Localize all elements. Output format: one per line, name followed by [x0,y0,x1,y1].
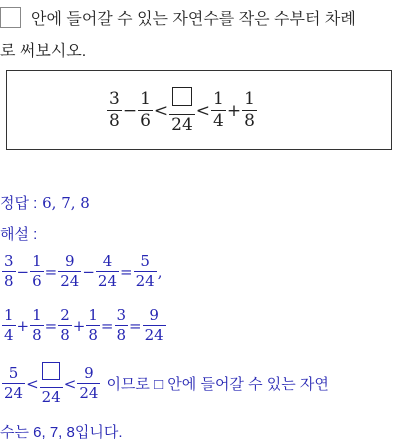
solution-label: 해설 : [0,226,38,243]
blank-fraction: 24 [40,362,63,405]
fraction: $\frac{1}{8}$ [244,89,255,131]
blank-square-icon [172,87,192,106]
fraction: $\frac{5}{24}$ [4,364,24,402]
fraction: $\frac{1}{4}$ [4,306,14,344]
solution-row-2 [2,308,166,343]
fraction: $\frac{3}{8}$ [109,89,120,131]
fraction: $\frac{1}{8}$ [88,306,98,344]
operator: < [26,374,39,393]
blank-fraction: 24 [169,87,195,134]
operator: − [82,262,95,281]
operator: + [16,316,30,335]
fraction: $\frac{2}{8}$ [60,306,70,344]
solution-row-3 [2,362,329,405]
question-text-2: 로 써보시오. [0,43,87,60]
fraction: $\frac{9}{24}$ [79,364,99,402]
fraction: $\frac{1}{4}$ [213,89,224,131]
answer-label: 정답 : [0,195,38,212]
answer-values: 6, 7, 8 [42,194,90,212]
solution-row-1 [2,254,163,289]
operator: + [72,316,86,335]
comma: , [157,262,163,281]
operator: − [122,100,138,121]
solution-final-text: 수는 6, 7, 8입니다. [0,424,123,439]
solution-text: 이므로 □ 안에 들어갈 수 있는 자연 [106,376,329,393]
fraction: $\frac{9}{24}$ [60,252,80,290]
fraction: $\frac{9}{24}$ [144,306,164,344]
operator: = [129,316,142,335]
fraction: $\frac{1}{6}$ [32,252,42,290]
operator: = [100,316,114,335]
operator: = [44,316,58,335]
fraction: $\frac{4}{24}$ [97,252,118,290]
question-text-1: 안에 들어갈 수 있는 자연수를 작은 수부터 차례 [31,10,356,28]
operator: < [195,100,211,121]
operator: + [226,100,242,121]
fraction: $\frac{1}{6}$ [140,89,151,131]
problem-box [6,70,392,150]
fraction: $\frac{3}{8}$ [116,306,127,344]
fraction: $\frac{3}{8}$ [4,252,14,290]
fraction: $\frac{5}{24}$ [135,252,155,290]
answer-line [0,192,90,213]
blank-box-icon [0,7,21,28]
operator: − [16,262,30,281]
operator: = [44,262,58,281]
problem-inequality [107,87,257,134]
blank-square-icon [42,362,60,380]
operator: < [63,374,77,393]
operator: < [153,100,169,121]
operator: = [120,262,133,281]
question-line-1 [0,4,356,30]
fraction: $\frac{1}{8}$ [32,306,42,344]
